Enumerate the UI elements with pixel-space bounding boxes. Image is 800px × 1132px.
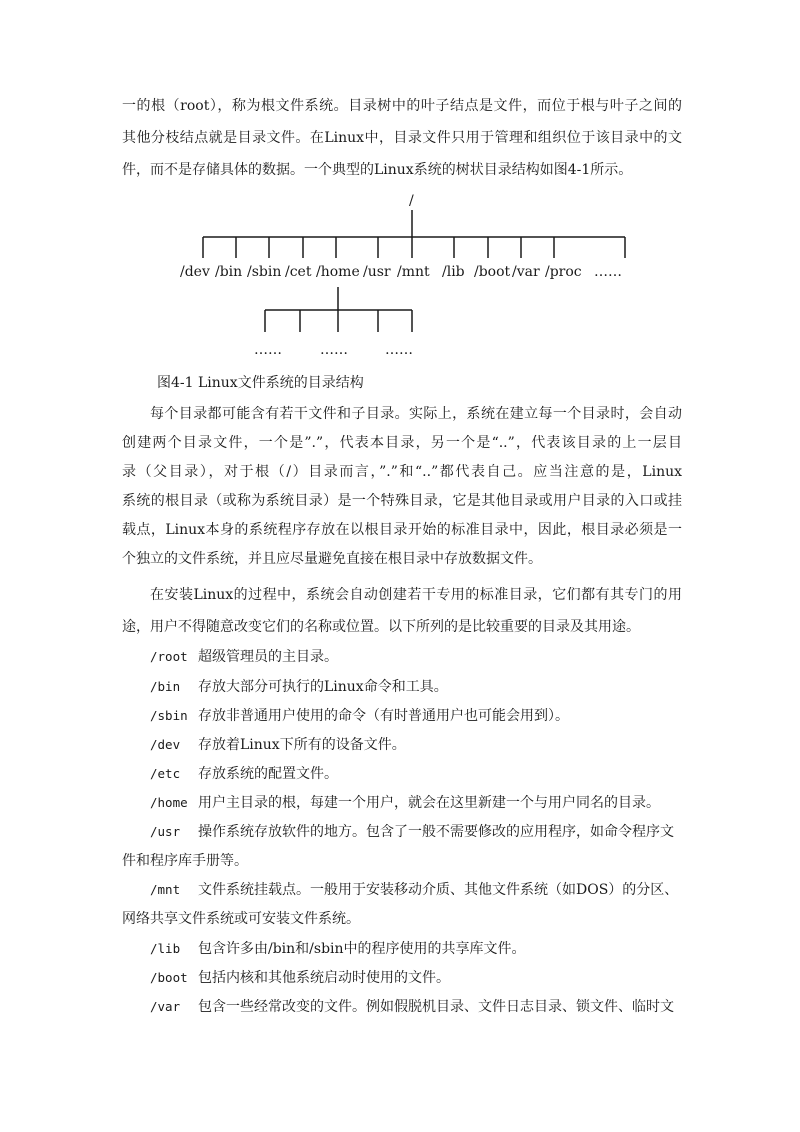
dir-desc: 文件系统挂载点。一般用于安装移动介质、其他文件系统（如DOS）的分区、 — [198, 882, 679, 898]
tree-sub-label: …… — [385, 342, 413, 358]
list-item — [122, 880, 682, 900]
dir-desc: 存放非普通用户使用的命令（有时普通用户也可能会用到）。 — [198, 708, 569, 724]
intro-line-3: 件，而不是存储具体的数据。一个典型的Linux系统的树状目录结构如图4-1所示。 — [122, 162, 633, 178]
tree-sub-label: …… — [254, 342, 282, 358]
dir-desc: 操作系统存放软件的地方。包含了一般不需要修改的应用程序，如命令程序文 — [198, 824, 674, 840]
list-item — [122, 764, 682, 784]
tree-dir-label: /bin — [215, 264, 243, 280]
tree-dir-label: /dev — [180, 264, 210, 280]
figure-caption: 图4-1 Linux文件系统的目录结构 — [157, 375, 364, 391]
dir-name: /bin — [150, 679, 181, 694]
list-item — [122, 735, 682, 755]
para1-line-5: 载点，Linux本身的系统程序存放在以根目录开始的标准目录中，因此，根目录必须是一 — [122, 522, 682, 538]
dir-name: /usr — [150, 824, 181, 839]
dir-desc: 包含一些经常改变的文件。例如假脱机目录、文件日志目录、锁文件、临时文 — [198, 999, 674, 1015]
dir-name: /lib — [150, 941, 181, 956]
dir-name: /home — [150, 795, 188, 810]
dir-desc: 超级管理员的主目录。 — [198, 649, 338, 665]
para2-line-2: 途，用户不得随意改变它们的名称或位置。以下所列的是比较重要的目录及其用途。 — [122, 619, 640, 635]
tree-dir-label: /cet — [285, 264, 312, 280]
list-item — [122, 677, 682, 697]
list-item — [122, 968, 682, 988]
tree-dir-label: /usr — [363, 264, 391, 280]
list-item-continuation: 网络共享文件系统或可安装文件系统。 — [122, 911, 360, 927]
tree-sub-label: …… — [320, 342, 348, 358]
list-item — [122, 939, 682, 959]
dir-desc: 包括内核和其他系统启动时使用的文件。 — [198, 970, 450, 986]
dir-desc: 存放着Linux下所有的设备文件。 — [198, 737, 406, 753]
tree-dir-label: /proc — [545, 264, 582, 280]
para2-line-1: 在安装Linux的过程中，系统会自动创建若干专用的标准目录，它们都有其专门的用 — [150, 587, 682, 603]
dir-name: /boot — [150, 970, 188, 985]
tree-dir-label: /lib — [442, 264, 465, 280]
tree-dir-label: /mnt — [397, 264, 430, 280]
list-item — [122, 822, 682, 842]
list-item — [122, 793, 682, 813]
dir-name: /root — [150, 649, 188, 664]
dir-desc: 包含许多由/bin和/sbin中的程序使用的共享库文件。 — [198, 941, 526, 957]
tree-root-label: / — [409, 193, 414, 209]
intro-line-2: 其他分枝结点就是目录文件。在Linux中，目录文件只用于管理和组织位于该目录中的文 — [122, 130, 682, 146]
list-item — [122, 647, 682, 667]
dir-name: /etc — [150, 766, 181, 781]
dir-name: /mnt — [150, 882, 181, 897]
para1-line-2: 创建两个目录文件，一个是”.”，代表本目录，另一个是“..”，代表该目录的上一层目 — [122, 435, 682, 451]
intro-line-1: 一的根（root），称为根文件系统。目录树中的叶子结点是文件，而位于根与叶子之间的 — [122, 98, 682, 114]
para1-line-3: 录（父目录），对于根（/）目录而言，”.”和“..”都代表自己。应当注意的是，Linux — [122, 464, 682, 480]
list-item-continuation: 件和程序库手册等。 — [122, 853, 248, 869]
para1-line-1: 每个目录都可能含有若干文件和子目录。实际上，系统在建立每一个目录时，会自动 — [150, 406, 682, 422]
tree-dir-label: /boot — [474, 264, 511, 280]
dir-desc: 存放大部分可执行的Linux命令和工具。 — [198, 679, 448, 695]
dir-desc: 用户主目录的根，每建一个用户，就会在这里新建一个与用户同名的目录。 — [198, 795, 660, 811]
para1-line-6: 个独立的文件系统，并且应尽量避免直接在根目录中存放数据文件。 — [122, 551, 542, 567]
tree-dir-label: …… — [594, 264, 622, 280]
para1-line-4: 系统的根目录（或称为系统目录）是一个特殊目录，它是其他目录或用户目录的入口或挂 — [122, 493, 682, 509]
list-item — [122, 706, 682, 726]
directory-tree-figure — [0, 0, 800, 370]
dir-name: /dev — [150, 737, 181, 752]
dir-name: /sbin — [150, 708, 188, 723]
list-item — [122, 997, 682, 1017]
tree-dir-label: /sbin — [247, 264, 282, 280]
dir-desc: 存放系统的配置文件。 — [198, 766, 338, 782]
tree-dir-label: /var — [512, 264, 540, 280]
dir-name: /var — [150, 999, 181, 1014]
tree-dir-label: /home — [316, 264, 360, 280]
